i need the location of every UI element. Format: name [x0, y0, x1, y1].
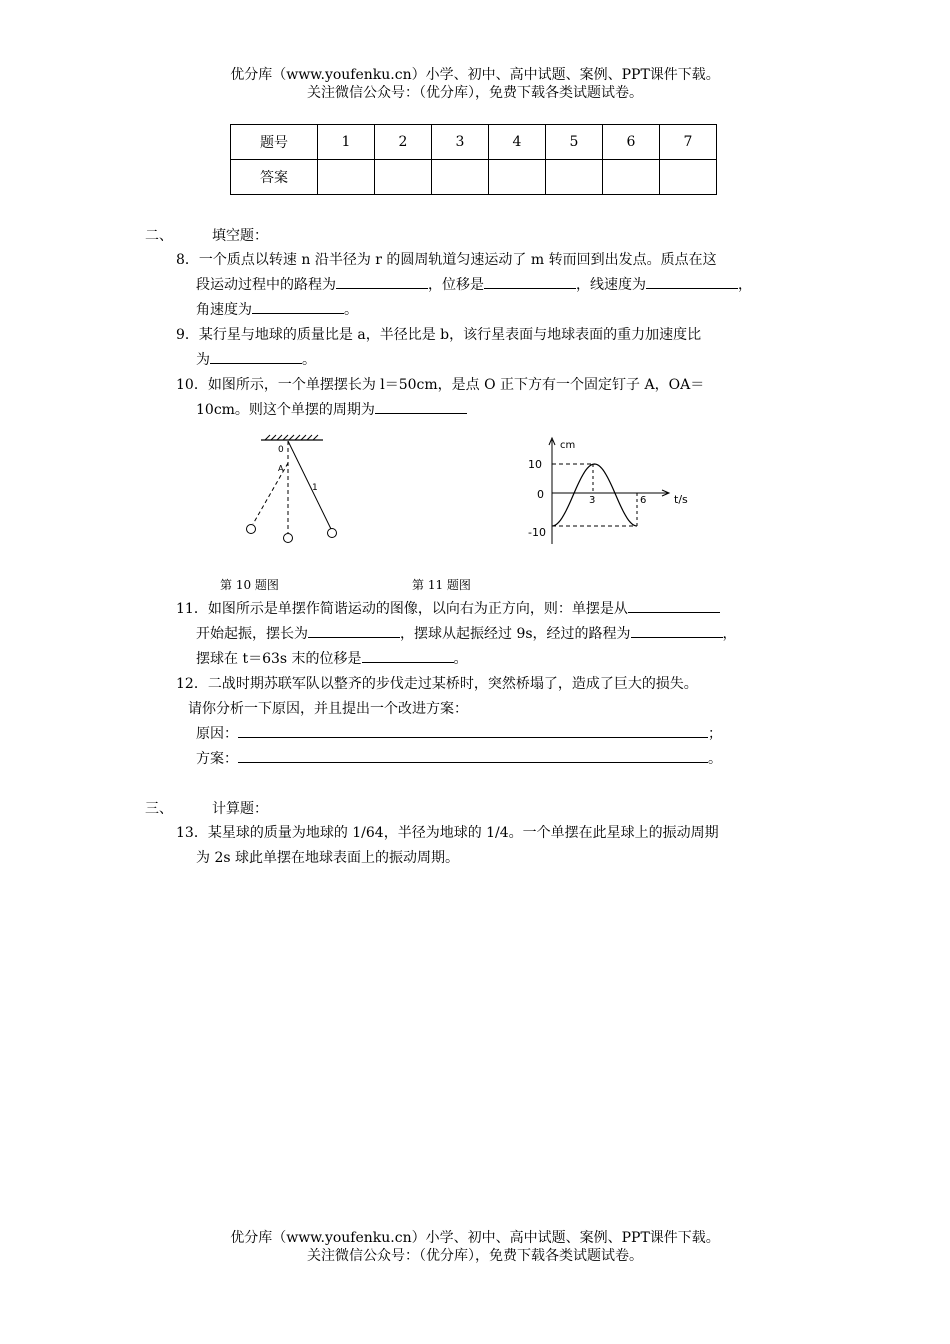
answer-cell[interactable] — [375, 160, 432, 195]
question-11 — [176, 597, 812, 672]
figure-10-caption: 第 10 题图 — [220, 578, 279, 592]
q13-line-1: 13．某星球的质量为地球的 1/64，半径为地球的 1/4。一个单摆在此星球上的振动周期 — [176, 825, 719, 841]
answer-cell[interactable] — [432, 160, 489, 195]
question-8 — [176, 248, 812, 323]
y-unit-label: cm — [560, 440, 576, 451]
text: 。 — [708, 751, 722, 767]
ceiling-hatch — [265, 435, 318, 440]
section-3-number: 三、 — [145, 801, 173, 817]
q12-reason-line — [176, 722, 812, 747]
page-header — [0, 66, 950, 102]
y-tick-neg10: -10 — [528, 526, 546, 539]
answer-blank[interactable] — [238, 723, 708, 738]
text: ，线速度为 — [576, 277, 646, 293]
answer-cell[interactable] — [318, 160, 375, 195]
question-10 — [176, 373, 812, 423]
y-tick-10: 10 — [528, 458, 542, 471]
text: 为 — [196, 352, 210, 368]
answer-blank[interactable] — [252, 299, 344, 314]
header-line-2: 关注微信公众号：（优分库），免费下载各类试题试卷。 — [307, 85, 643, 101]
question-9 — [176, 323, 812, 373]
question-13 — [176, 821, 812, 871]
answer-blank[interactable] — [336, 274, 428, 289]
x-tick-6: 6 — [640, 495, 647, 506]
figure-11-graph — [520, 432, 710, 547]
q10-line-2 — [176, 398, 812, 423]
table-cell: 5 — [546, 125, 603, 160]
text: 原因： — [196, 726, 238, 742]
answer-cell[interactable] — [546, 160, 603, 195]
y-tick-0: 0 — [537, 488, 544, 501]
q8-line-3 — [176, 298, 812, 323]
section-2-title: 填空题： — [212, 228, 268, 244]
page-footer — [0, 1229, 950, 1265]
answer-blank[interactable] — [646, 274, 738, 289]
q11-line-2 — [176, 622, 812, 647]
label-o: 0 — [278, 445, 284, 455]
q12-plan-line — [176, 747, 812, 772]
text: 。 — [302, 352, 316, 368]
answer-blank[interactable] — [308, 623, 400, 638]
question-12 — [176, 672, 812, 772]
header-line-1: 优分库（www.youfenku.cn）小学、初中、高中试题、案例、PPT课件下载。 — [230, 67, 720, 83]
table-cell: 4 — [489, 125, 546, 160]
text: 10cm。则这个单摆的周期为 — [196, 402, 375, 418]
text: 。 — [453, 651, 468, 667]
text: ，摆球从起振经过 9s，经过的路程为 — [400, 626, 631, 642]
answer-cell[interactable] — [603, 160, 660, 195]
label-l: 1 — [312, 483, 318, 493]
text: 开始起振，摆长为 — [196, 626, 308, 642]
x-tick-3: 3 — [589, 495, 596, 506]
answer-blank[interactable] — [238, 748, 708, 763]
answer-blank[interactable] — [631, 623, 723, 638]
q13-line-2: 为 2s 球此单摆在地球表面上的振动周期。 — [196, 850, 459, 866]
answer-blank[interactable] — [375, 399, 467, 414]
answer-blank[interactable] — [362, 648, 454, 663]
text: ，位移是 — [428, 277, 484, 293]
table-row — [231, 125, 717, 160]
answer-table — [230, 124, 717, 195]
q10-line-1: 10．如图所示，一个单摆摆长为 l＝50cm，是点 O 正下方有一个固定钉子 A，OA＝ — [176, 377, 705, 393]
q12-line-2: 请你分析一下原因，并且提出一个改进方案： — [188, 701, 468, 717]
table-cell: 7 — [660, 125, 717, 160]
answer-blank[interactable] — [210, 349, 302, 364]
text: ， — [738, 277, 752, 293]
table-cell: 6 — [603, 125, 660, 160]
text: 摆球在 t＝63s 末的位移是 — [196, 651, 362, 667]
q11-line-1 — [176, 601, 720, 617]
section-2-number: 二、 — [145, 228, 173, 244]
q8-line-2 — [176, 273, 812, 298]
text: ； — [708, 726, 722, 742]
figure-10-pendulum — [225, 428, 355, 553]
text: ， — [722, 626, 737, 642]
text: 方案： — [196, 751, 238, 767]
footer-line-2: 关注微信公众号：（优分库），免费下载各类试题试卷。 — [307, 1248, 643, 1264]
text: 。 — [344, 302, 358, 318]
answer-blank[interactable] — [484, 274, 576, 289]
table-cell: 题号 — [231, 125, 318, 160]
table-cell: 1 — [318, 125, 375, 160]
pendulum-bob-right — [328, 529, 337, 538]
q8-line-1: 8．一个质点以转速 n 沿半径为 r 的圆周轨道匀速运动了 m 转而回到出发点。质点在这 — [176, 252, 717, 268]
q9-line-2 — [176, 348, 812, 373]
section-3-title: 计算题： — [212, 801, 268, 817]
table-row — [231, 160, 717, 195]
answer-cell[interactable] — [489, 160, 546, 195]
answer-cell[interactable] — [660, 160, 717, 195]
answer-blank[interactable] — [628, 598, 720, 613]
pendulum-bob-left — [247, 525, 256, 534]
q12-line-1: 12．二战时期苏联军队以整齐的步伐走过某桥时，突然桥塌了，造成了巨大的损失。 — [176, 676, 698, 692]
figure-11-caption: 第 11 题图 — [412, 578, 471, 592]
text: 段运动过程中的路程为 — [196, 277, 336, 293]
q9-line-1: 9．某行星与地球的质量比是 a，半径比是 b，该行星表面与地球表面的重力加速度比 — [176, 327, 702, 343]
q11-line-3 — [176, 647, 812, 672]
table-cell: 答案 — [231, 160, 318, 195]
text: 11．如图所示是单摆作简谐运动的图像，以向右为正方向，则：单摆是从 — [176, 601, 628, 617]
x-axis-label: t/s — [674, 493, 688, 506]
pendulum-string-left — [253, 463, 288, 524]
text: 角速度为 — [196, 302, 252, 318]
footer-line-1: 优分库（www.youfenku.cn）小学、初中、高中试题、案例、PPT课件下载。 — [230, 1230, 720, 1246]
pendulum-bob-center — [284, 534, 293, 543]
table-cell: 3 — [432, 125, 489, 160]
pendulum-string-right — [288, 441, 331, 529]
table-cell: 2 — [375, 125, 432, 160]
label-a: A — [278, 464, 284, 473]
